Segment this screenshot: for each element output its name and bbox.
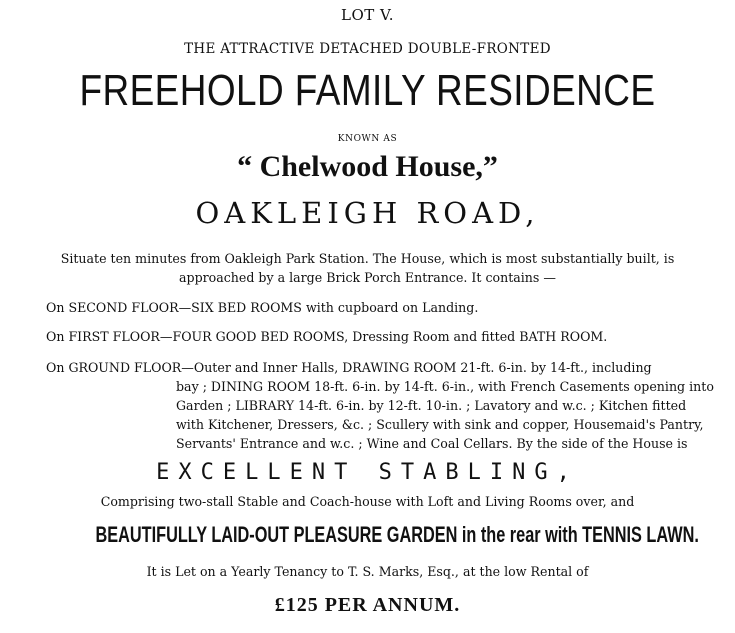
- known-as-label: KNOWN AS: [337, 134, 398, 144]
- ground-floor-line: On GROUND FLOOR—Outer and Inner Halls, DRAWING ROOM 21-ft. 6-in. by 14-ft., including: [46, 360, 652, 375]
- house-name: “ Chelwood House,”: [237, 150, 498, 183]
- first-floor-description: On FIRST FLOOR—FOUR GOOD BED ROOMS, Dressing Room and fitted BATH ROOM.: [46, 329, 608, 344]
- ground-floor-line: Garden ; LIBRARY 14-ft. 6-in. by 12-ft. 10-in. ; Lavatory and w.c. ; Kitchen fitted: [176, 398, 687, 413]
- situation-paragraph: [0, 249, 735, 287]
- ground-floor-description: [46, 358, 714, 453]
- ground-floor-line: bay ; DINING ROOM 18-ft. 6-in. by 14-ft. 6-in., with French Casements opening into: [176, 379, 714, 394]
- rental-amount: £125 PER ANNUM.: [274, 594, 461, 616]
- situation-line: approached by a large Brick Porch Entrance. It contains —: [179, 270, 556, 285]
- stabling-description: Comprising two-stall Stable and Coach-house with Loft and Living Rooms over, and: [100, 494, 635, 509]
- road-name: OAKLEIGH ROAD,: [195, 196, 540, 230]
- situation-line: Situate ten minutes from Oakleigh Park Station. The House, which is most substantially built, is: [60, 251, 675, 266]
- ground-floor-line: Servants' Entrance and w.c. ; Wine and Coal Cellars. By the side of the House is: [176, 436, 688, 451]
- property-subtitle: THE ATTRACTIVE DETACHED DOUBLE-FRONTED: [184, 41, 551, 57]
- ground-floor-line: with Kitchener, Dressers, &c. ; Scullery with sink and copper, Housemaid's Pantry,: [176, 417, 704, 432]
- property-headline: FREEHOLD FAMILY RESIDENCE: [79, 66, 656, 115]
- garden-heading: BEAUTIFULLY LAID-OUT PLEASURE GARDEN in the rear with TENNIS LAWN.: [95, 522, 699, 547]
- lot-number: LOT V.: [340, 6, 394, 24]
- tenancy-description: It is Let on a Yearly Tenancy to T. S. Marks, Esq., at the low Rental of: [146, 564, 589, 579]
- second-floor-description: On SECOND FLOOR—SIX BED ROOMS with cupboard on Landing.: [46, 300, 479, 315]
- stabling-heading: EXCELLENT STABLING,: [156, 460, 579, 485]
